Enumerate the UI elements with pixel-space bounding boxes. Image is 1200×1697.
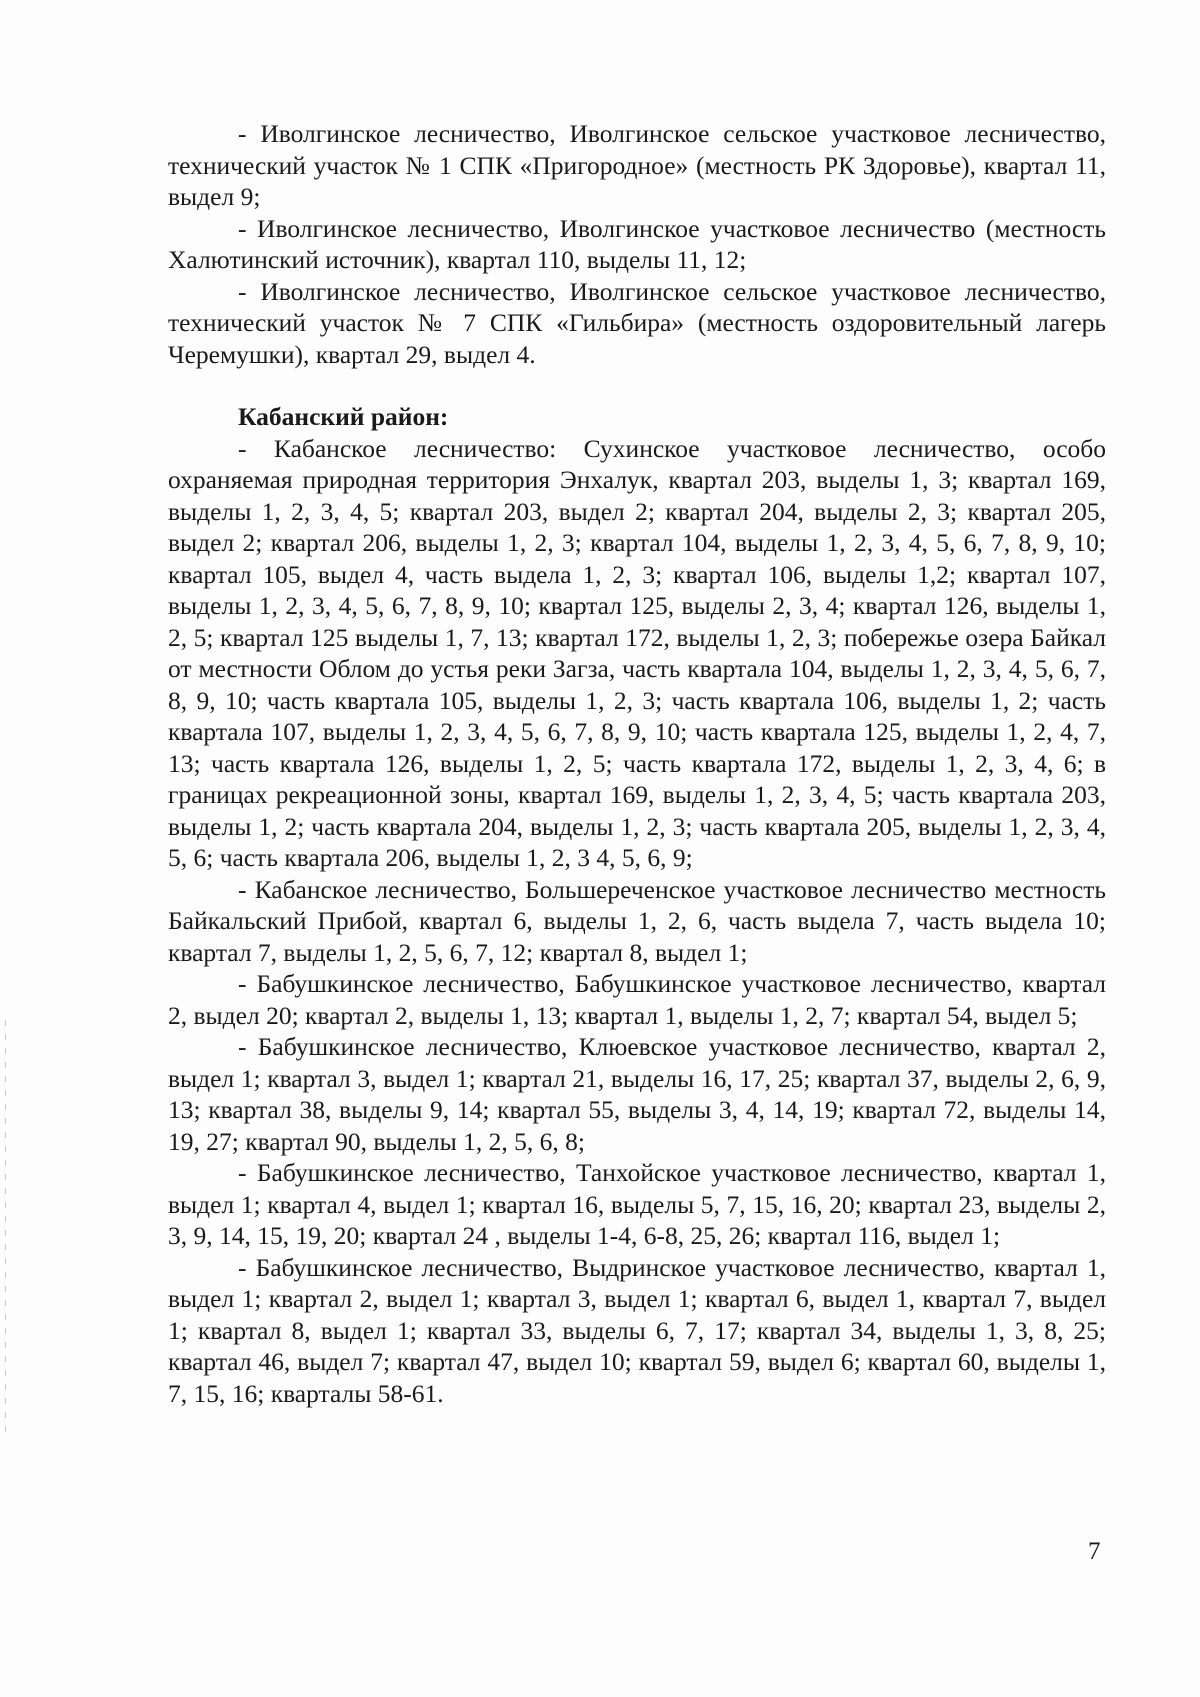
- paragraph-ivolginskoe-khalyutinsky: - Иволгинское лесничество, Иволгинское участковое лесничество (местность Халютинский источник), квартал 110, выделы 11, 12;: [168, 213, 1106, 274]
- paragraph-babushkinskoe-babushkinskoe: - Бабушкинское лесничество, Бабушкинское участковое лесничество, квартал 2, выдел 20; квартал 2, выделы 1, 13; квартал 1, выделы 1, 2, 7; квартал 54, выдел 5;: [168, 969, 1106, 1030]
- paragraph-ivolginskoe-prigorodnoe: - Иволгинское лесничество, Иволгинское сельское участковое лесничество, технический участок № 1 СПК «Пригородное» (местность РК Здоровье), квартал 11, выдел 9;: [168, 119, 1106, 211]
- scan-margin-artifact: [5, 1020, 6, 1440]
- document-body: [168, 118, 1106, 1409]
- paragraph-ivolginskoe-gilbira: - Иволгинское лесничество, Иволгинское сельское участковое лесничество, технический участок № 7 СПК «Гильбира» (местность оздоровительный лагерь Черемушки), квартал 29, выдел 4.: [168, 276, 1106, 369]
- paragraph-babushkinskoe-klyuevskoe: - Бабушкинское лесничество, Клюевское участковое лесничество, квартал 2, выдел 1; квартал 3, выдел 1; квартал 21, выделы 16, 17, 25; квартал 37, выделы 2, 6, 9, 13; квартал 38, выделы 9, 14; квартал 55, выделы 3, 4, 14, 19; квартал 72, выделы 14, 19, 27; квартал 90, выделы 1, 2, 5, 6, 8;: [168, 1032, 1106, 1156]
- paragraph-babushkinskoe-vydrinskoe: - Бабушкинское лесничество, Выдринское участковое лесничество, квартал 1, выдел 1; квартал 2, выдел 1; квартал 3, выдел 1; квартал 6, выдел 1, квартал 7, выдел 1; квартал 8, выдел 1; квартал 33, выделы 6, 7, 17; квартал 34, выделы 1, 3, 8, 25; квартал 46, выдел 7; квартал 47, выдел 10; квартал 59, выдел 6; квартал 60, выделы 1, 7, 15, 16; кварталы 58-61.: [168, 1252, 1106, 1408]
- section-heading-kabansky: Кабанский район:: [238, 402, 449, 431]
- paragraph-spacer: [168, 370, 1106, 401]
- page-number: 7: [1088, 1538, 1101, 1565]
- paragraph-kabanskoe-sukhinskoe: - Кабанское лесничество: Сухинское участковое лесничество, особо охраняемая природная территория Энхалук, квартал 203, выделы 1, 3; квартал 169, выделы 1, 2, 3, 4, 5; квартал 203, выдел 2; квартал 204, выделы 2, 3; квартал 205, выдел 2; квартал 206, выделы 1, 2, 3; квартал 104, выделы 1, 2, 3, 4, 5, 6, 7, 8, 9, 10; квартал 105, выдел 4, часть выдела 1, 2, 3; квартал 106, выделы 1,2; квартал 107, выделы 1, 2, 3, 4, 5, 6, 7, 8, 9, 10; квартал 125, выделы 2, 3, 4; квартал 126, выделы 1, 2, 5; квартал 125 выделы 1, 7, 13; квартал 172, выделы 1, 2, 3; побережье озера Байкал от местности Облом до устья реки Загза, часть квартала 104, выделы 1, 2, 3, 4, 5, 6, 7, 8, 9, 10; часть квартала 105, выделы 1, 2, 3; часть квартала 106, выделы 1, 2; часть квартала 107, выделы 1, 2, 3, 4, 5, 6, 7, 8, 9, 10; часть квартала 125, выделы 1, 2, 4, 7, 13; часть квартала 126, выделы 1, 2, 5; часть квартала 172, выделы 1, 2, 3, 4, 6; в границах рекреационной зоны, квартал 169, выделы 1, 2, 3, 4, 5; часть квартала 203, выделы 1, 2; часть квартала 204, выделы 1, 2, 3; часть квартала 205, выделы 1, 2, 3, 4, 5, 6; часть квартала 206, выделы 1, 2, 3 4, 5, 6, 9;: [168, 433, 1106, 872]
- paragraph-babushkinskoe-tankhoiskoe: - Бабушкинское лесничество, Танхойское участковое лесничество, квартал 1, выдел 1; квартал 4, выдел 1; квартал 16, выделы 5, 7, 15, 16, 20; квартал 23, выделы 2, 3, 9, 14, 15, 19, 20; квартал 24 , выделы 1-4, 6-8, 25, 26; квартал 116, выдел 1;: [168, 1158, 1106, 1250]
- paragraph-kabanskoe-bolsherechenskoe: - Кабанское лесничество, Большереченское участковое лесничество местность Байкальский Прибой, квартал 6, выделы 1, 2, 6, часть выдела 7, часть выдела 10; квартал 7, выделы 1, 2, 5, 6, 7, 12; квартал 8, выдел 1;: [168, 874, 1106, 967]
